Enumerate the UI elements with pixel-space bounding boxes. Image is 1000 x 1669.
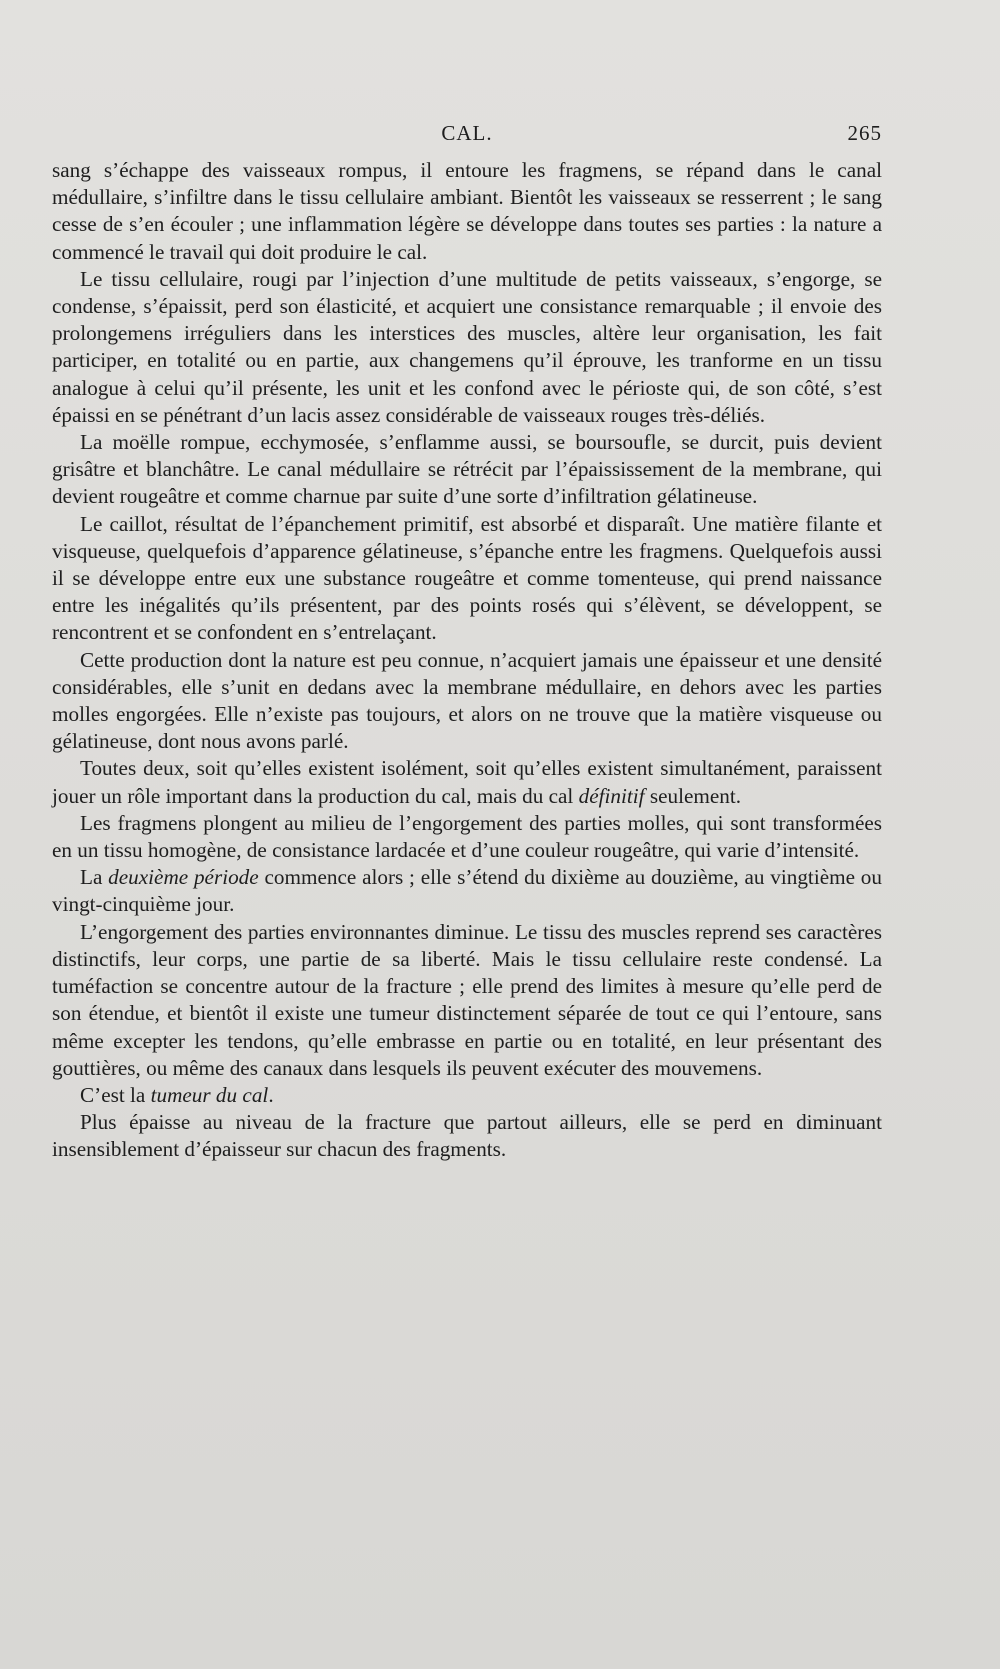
paragraph: Les fragmens plongent au milieu de l’engorgement des parties molles, qui sont transformées en un tissu homogène, de consistance lardacée et d’une couleur rougeâtre, qui varie d’intensité.	[52, 810, 882, 863]
paragraph: Le caillot, résultat de l’épanchement primitif, est absorbé et disparaît. Une matière filante et visqueuse, quelquefois d’apparence gélatineuse, s’épanche entre les fragmens. Quelquefois aussi il se développe entre eux une substance rougeâtre et comme tomenteuse, qui prend naissance entre les inégalités qu’ils présentent, par des points rosés qui s’élèvent, se développent, se rencontrent et se confondent en s’entrelaçant.	[52, 511, 882, 645]
paragraph: Cette production dont la nature est peu connue, n’acquiert jamais une épaisseur et une densité considérables, elle s’unit en dedans avec la membrane médullaire, en dehors avec les parties molles engorgées. Elle n’existe pas toujours, et alors on ne trouve que la matière visqueuse ou gélatineuse, dont nous avons parlé.	[52, 647, 882, 754]
paragraph-text: seulement.	[644, 783, 742, 808]
paragraph: La moëlle rompue, ecchymosée, s’enflamme aussi, se boursoufle, se durcit, puis devient grisâtre et blanchâtre. Le canal médullaire se rétrécit par l’épaississement de la membrane, qui devient rougeâtre et comme charnue par suite d’une sorte d’infiltration gélatineuse.	[52, 430, 882, 509]
paragraph-text: .	[268, 1082, 274, 1107]
paragraph: Plus épaisse au niveau de la fracture que partout ailleurs, elle se perd en diminuant insensiblement d’épaisseur sur chacun des fragments.	[52, 1110, 882, 1162]
paragraph-text: C’est la	[80, 1082, 151, 1107]
paragraph	[52, 864, 882, 918]
paragraph-text: commence alors ; elle s’étend du dixième au douzième, au vingtième ou vingt-cinquième jour.	[52, 865, 882, 917]
paragraph	[52, 755, 882, 809]
page-header	[52, 121, 882, 151]
body-text	[52, 157, 882, 1164]
italic-term: définitif	[578, 783, 645, 808]
italic-term: tumeur du cal	[150, 1082, 269, 1107]
paragraph: L’engorgement des parties environnantes diminue. Le tissu des muscles reprend ses caractères distinctifs, leur corps, une partie de sa liberté. Mais le tissu cellulaire reste condensé. La tuméfaction se concentre autour de la fracture ; elle prend des limites à mesure qu’elle perd de son étendue, et bientôt il existe une tumeur distinctement séparée de tout ce qui l’entoure, sans même excepter les tendons, qu’elle embrasse en partie ou en totalité, en leur présentant des gouttières, ou même des canaux dans lesquels ils peuvent exécuter des mouvemens.	[52, 919, 882, 1080]
page-number: 265	[847, 121, 882, 145]
paragraph-text: La	[80, 865, 109, 890]
running-title: CAL.	[441, 121, 493, 145]
paragraph: Le tissu cellulaire, rougi par l’injection d’une multitude de petits vaisseaux, s’engorge, se condense, s’épaissit, perd son élasticité, et acquiert une consistance remarquable ; il envoie des prolongemens irréguliers dans les interstices des muscles, altère leur organisation, les fait participer, en totalité ou en partie, aux changemens qu’il éprouve, les tranforme en un tissu analogue à celui qu’il présente, les unit et les confond avec le périoste qui, de son côté, s’est épaissi en se pénétrant d’un lacis assez considérable de vaisseaux rouges très-déliés.	[52, 266, 882, 427]
paragraph-text: Toutes deux, soit qu’elles existent isolément, soit qu’elles existent simultanément, paraissent jouer un rôle important dans la production du cal, mais du cal	[52, 756, 882, 808]
paragraph: sang s’échappe des vaisseaux rompus, il entoure les fragmens, se répand dans le canal médullaire, s’infiltre dans le tissu cellulaire ambiant. Bientôt les vaisseaux se resserrent ; le sang cesse de s’en écouler ; une inflammation légère se développe dans toutes ses parties : la nature a commencé le travail qui doit produire le cal.	[52, 158, 882, 264]
paragraph	[52, 1082, 882, 1109]
italic-term: deuxième période	[108, 865, 259, 890]
